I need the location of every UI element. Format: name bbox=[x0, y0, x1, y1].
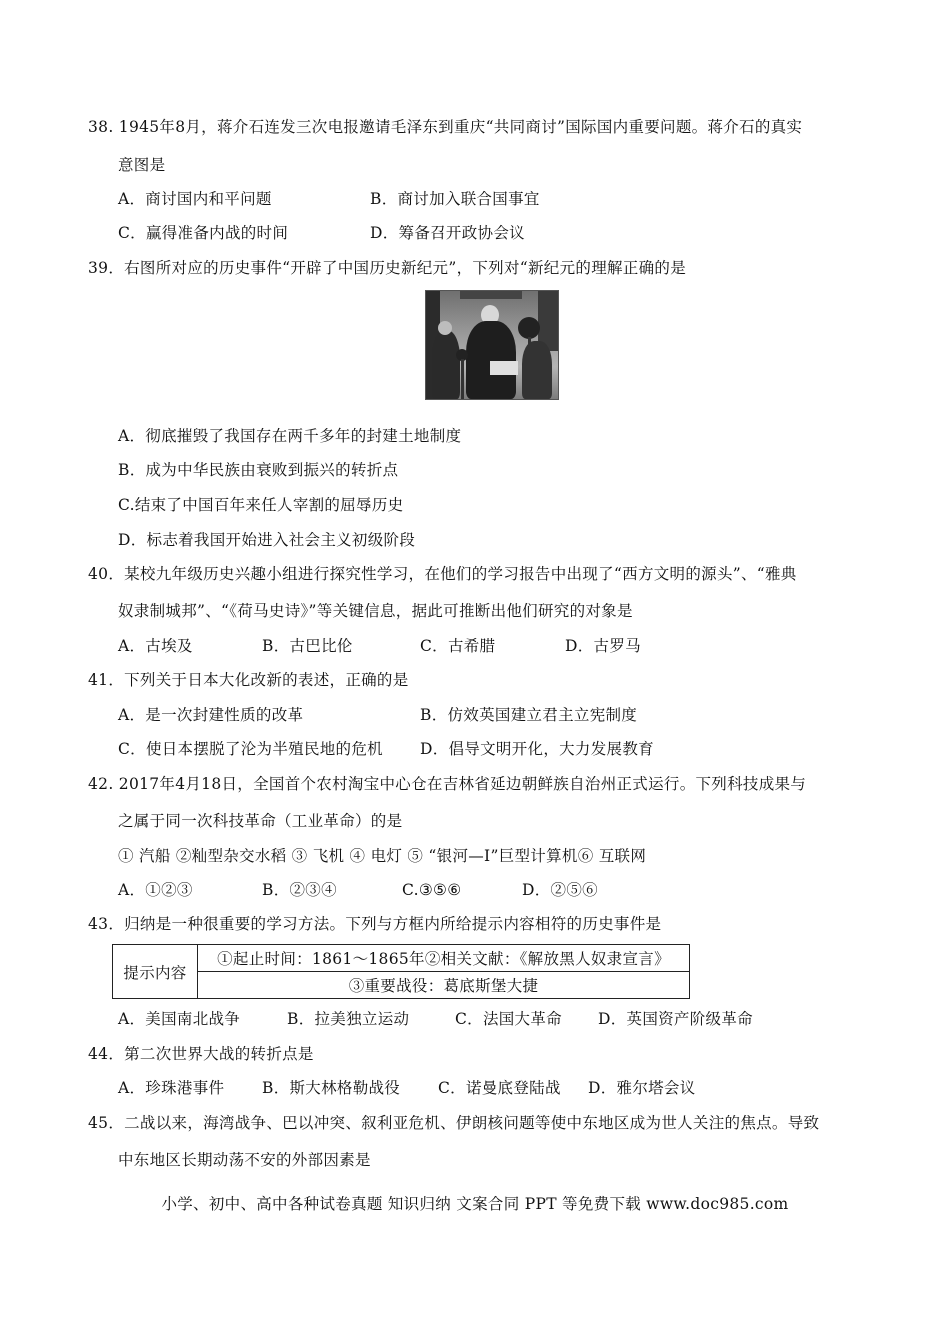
q44-option-c: C．诺曼底登陆战 bbox=[438, 1079, 561, 1097]
q38-stem-line1: 38. 1945年8月，蒋介石连发三次电报邀请毛泽东到重庆“共同商讨”国际国内重要问题。蒋介石的真实 bbox=[88, 118, 803, 136]
q43-stem-line1: 43．归纳是一种很重要的学习方法。下列与方框内所给提示内容相符的历史事件是 bbox=[88, 915, 662, 933]
q43-option-b: B．拉美独立运动 bbox=[287, 1010, 410, 1028]
q40-option-a: A．古埃及 bbox=[118, 637, 193, 655]
q38-option-b: B．商讨加入联合国事宜 bbox=[370, 190, 540, 208]
q40-stem-line2: 奴隶制城邦”、“《荷马史诗》”等关键信息，据此可推断出他们研究的对象是 bbox=[118, 602, 633, 620]
q40-option-b: B．古巴比伦 bbox=[262, 637, 353, 655]
q45-stem-line2: 中东地区长期动荡不安的外部因素是 bbox=[118, 1151, 371, 1169]
q38-stem-line2: 意图是 bbox=[118, 156, 166, 174]
hint-box-header: 提示内容 bbox=[113, 945, 198, 999]
hint-box-row1: ①起止时间：1861～1865年②相关文献：《解放黑人奴隶宣言》 bbox=[198, 945, 690, 972]
q41-option-a: A．是一次封建性质的改革 bbox=[118, 706, 304, 724]
q44-stem-line1: 44．第二次世界大战的转折点是 bbox=[88, 1045, 314, 1063]
q39-option-a: A．彻底摧毁了我国存在两千多年的封建土地制度 bbox=[118, 427, 462, 445]
q40-option-d: D．古罗马 bbox=[565, 637, 641, 655]
q43-option-c: C．法国大革命 bbox=[455, 1010, 562, 1028]
q44-option-d: D．雅尔塔会议 bbox=[588, 1079, 696, 1097]
q42-option-a: A．①②③ bbox=[118, 881, 193, 899]
q45-stem-line1: 45．二战以来，海湾战争、巴以冲突、叙利亚危机、伊朗核问题等使中东地区成为世人关注的焦点。导致 bbox=[88, 1114, 820, 1132]
founding-ceremony-photo bbox=[425, 290, 559, 400]
hint-box bbox=[112, 944, 690, 999]
q41-stem-line1: 41．下列关于日本大化改新的表述，正确的是 bbox=[88, 671, 409, 689]
q38-option-a: A．商讨国内和平问题 bbox=[118, 190, 272, 208]
q39-option-d: D．标志着我国开始进入社会主义初级阶段 bbox=[118, 531, 416, 549]
q41-option-d: D．倡导文明开化，大力发展教育 bbox=[420, 740, 654, 758]
q38-option-d: D．筹备召开政协会议 bbox=[370, 224, 525, 242]
q42-stem-line2: 之属于同一次科技革命（工业革命）的是 bbox=[118, 812, 403, 830]
q41-option-b: B．仿效英国建立君主立宪制度 bbox=[420, 706, 638, 724]
q42-items: ① 汽船 ②籼型杂交水稻 ③ 飞机 ④ 电灯 ⑤ “银河—I”巨型计算机⑥ 互联网 bbox=[118, 847, 647, 865]
q44-option-a: A．珍珠港事件 bbox=[118, 1079, 225, 1097]
q42-stem-line1: 42. 2017年4月18日，全国首个农村淘宝中心仓在吉林省延边朝鲜族自治州正式运行。下列科技成果与 bbox=[88, 775, 807, 793]
q38-option-c: C．赢得准备内战的时间 bbox=[118, 224, 289, 242]
q44-option-b: B．斯大林格勒战役 bbox=[262, 1079, 401, 1097]
hint-box-row2: ③重要战役：葛底斯堡大捷 bbox=[198, 972, 690, 999]
q39-option-c: C.结束了中国百年来任人宰割的屈辱历史 bbox=[118, 496, 404, 514]
q43-option-d: D．英国资产阶级革命 bbox=[598, 1010, 753, 1028]
q40-stem-line1: 40．某校九年级历史兴趣小组进行探究性学习，在他们的学习报告中出现了“西方文明的源头”、“雅典 bbox=[88, 565, 797, 583]
q39-stem-line1: 39．右图所对应的历史事件“开辟了中国历史新纪元”，下列对“新纪元的理解正确的是 bbox=[88, 259, 686, 277]
q43-option-a: A．美国南北战争 bbox=[118, 1010, 241, 1028]
q39-option-b: B．成为中华民族由衰败到振兴的转折点 bbox=[118, 461, 399, 479]
q42-option-b: B．②③④ bbox=[262, 881, 337, 899]
q41-option-c: C．使日本摆脱了沦为半殖民地的危机 bbox=[118, 740, 383, 758]
page-footer[interactable]: 小学、初中、高中各种试卷真题 知识归纳 文案合同 PPT 等免费下载 www.doc985.com bbox=[161, 1195, 789, 1213]
q42-option-c: C.③⑤⑥ bbox=[402, 881, 462, 899]
q40-option-c: C．古希腊 bbox=[420, 637, 496, 655]
q42-option-d: D．②⑤⑥ bbox=[522, 881, 598, 899]
